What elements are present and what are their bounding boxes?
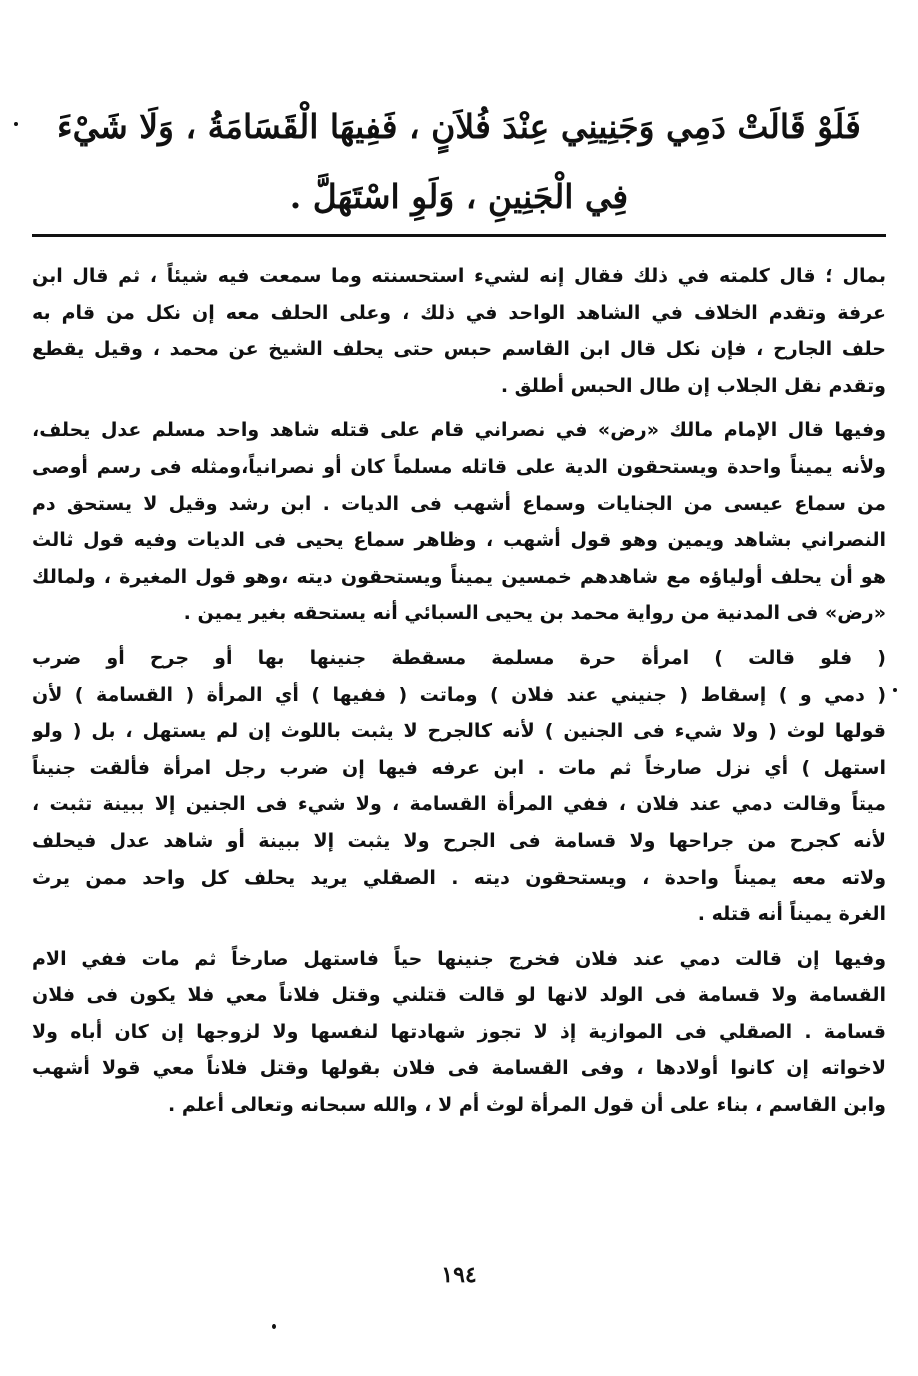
- text-line: النصراني بشاهد ويمين وهو قول أشهب ، وظاهر سماع يحيى فى الديات وفيه قول ثالث: [32, 529, 886, 552]
- matn-line: فَلَوْ قَالَتْ دَمِي وَجَنِينِي عِنْدَ فُلاَنٍ ، فَفِيهَا الْقَسَامَةُ ، وَلَا شَيْءَ: [57, 107, 861, 146]
- ink-speck: [14, 122, 18, 126]
- text-line: ( فلو قالت ) امرأة حرة مسلمة مسقطة جنينها بها أو جرح أو ضرب: [32, 646, 886, 669]
- text-line: ( دمي و ) إسقاط ( جنيني عند فلان ) وماتت ( ففيها ) أي المرأة ( القسامة ) لأن: [32, 683, 886, 706]
- commentary-body: [32, 258, 886, 1124]
- ink-speck: [272, 1324, 276, 1329]
- text-line: وتقدم نقل الجلاب إن طال الحبس أطلق .: [500, 374, 886, 397]
- paragraph: [32, 258, 886, 404]
- page-number: ١٩٤: [441, 1262, 477, 1288]
- text-line: ميتاً وقالت دمي عند فلان ، ففي المرأة القسامة ، ولا شيء فى الجنين إلا ببينة تثبت ،: [32, 793, 886, 816]
- text-line: الغرة يميناً أنه قتله .: [697, 903, 886, 926]
- text-line: من سماع عيسى من الجنايات وسماع أشهب فى الديات . ابن رشد وقيل لا يستحق دم: [32, 492, 886, 515]
- text-line: ولأنه يميناً واحدة ويستحقون الدية على قاتله مسلماً كان أو نصرانياً،ومثله فى رسم أوصى: [32, 455, 886, 478]
- text-line: بمال ؛ قال كلمته في ذلك فقال إنه لشيء استحسنته وما سمعت فيه شيئاً ، ثم قال ابن: [32, 265, 886, 287]
- text-line: وفيها قال الإمام مالك «رض» في نصراني قام على قتله شاهد واحد مسلم عدل يحلف،: [32, 419, 886, 442]
- text-line: قولها لوث ( ولا شيء فى الجنين ) لأنه كالجرح لا يثبت باللوث إن لم يستهل ، بل ( ولو: [32, 720, 886, 743]
- text-line: «رض» فى المدنية من رواية محمد بن يحيى السبائي أنه يستحقه بغير يمين .: [183, 602, 886, 625]
- separator-rule: [32, 234, 886, 237]
- paragraph: [32, 640, 886, 933]
- matn-line: فِي الْجَنِينِ ، وَلَوِ اسْتَهَلَّ .: [289, 177, 629, 216]
- text-line: عرفة وتقدم الخلاف في الشاهد الواحد في ذلك ، وعلى الحلف معه إن نكل من قام به: [32, 301, 886, 324]
- paragraph: [32, 412, 886, 632]
- text-line: ولاته معه يميناً واحدة ، ويستحقون ديته . الصقلي يريد يحلف كل واحد ممن يرث: [32, 866, 886, 889]
- matn-heading: [40, 92, 878, 232]
- paragraph: [32, 941, 886, 1124]
- text-line: القسامة ولا قسامة فى الولد لانها لو قالت قتلني وقتل فلاناً معي فلا يكون فى فلان: [32, 984, 886, 1007]
- text-line: لاخواته إن كانوا أولادها ، وفى القسامة فى فلان بقولها وقتل فلاناً معي قولا أشهب: [32, 1057, 886, 1080]
- text-line: وابن القاسم ، بناء على أن قول المرأة لوث أم لا ، والله سبحانه وتعالى أعلم .: [168, 1094, 886, 1117]
- text-line: حلف الجارح ، فإن نكل قال ابن القاسم حبس حتى يحلف الشيخ عن محمد ، وقيل يقطع: [32, 338, 886, 361]
- text-line: لأنه كجرح من جراحها ولا قسامة فى الجرح ولا يثبت إلا ببينة أو شاهد عدل فيحلف: [32, 829, 886, 852]
- text-line: هو أن يحلف أولياؤه مع شاهدهم خمسين يميناً ويستحقون ديته ،وهو قول المغيرة ، ولمالك: [32, 565, 886, 588]
- text-line: وفيها إن قالت دمي عند فلان فخرج جنينها حياً فاستهل صارخاً ثم مات ففي الام: [32, 947, 886, 970]
- text-line: استهل ) أي نزل صارخاً ثم مات . ابن عرفه فيها إن ضرب رجل امرأة فألقت جنيناً: [32, 756, 886, 779]
- text-line: قسامة . الصقلي فى الموازية إذ لا تجوز شهادتها لنفسها ولا لزوجها إن كان أباه ولا: [32, 1020, 886, 1043]
- ink-speck: [893, 688, 897, 692]
